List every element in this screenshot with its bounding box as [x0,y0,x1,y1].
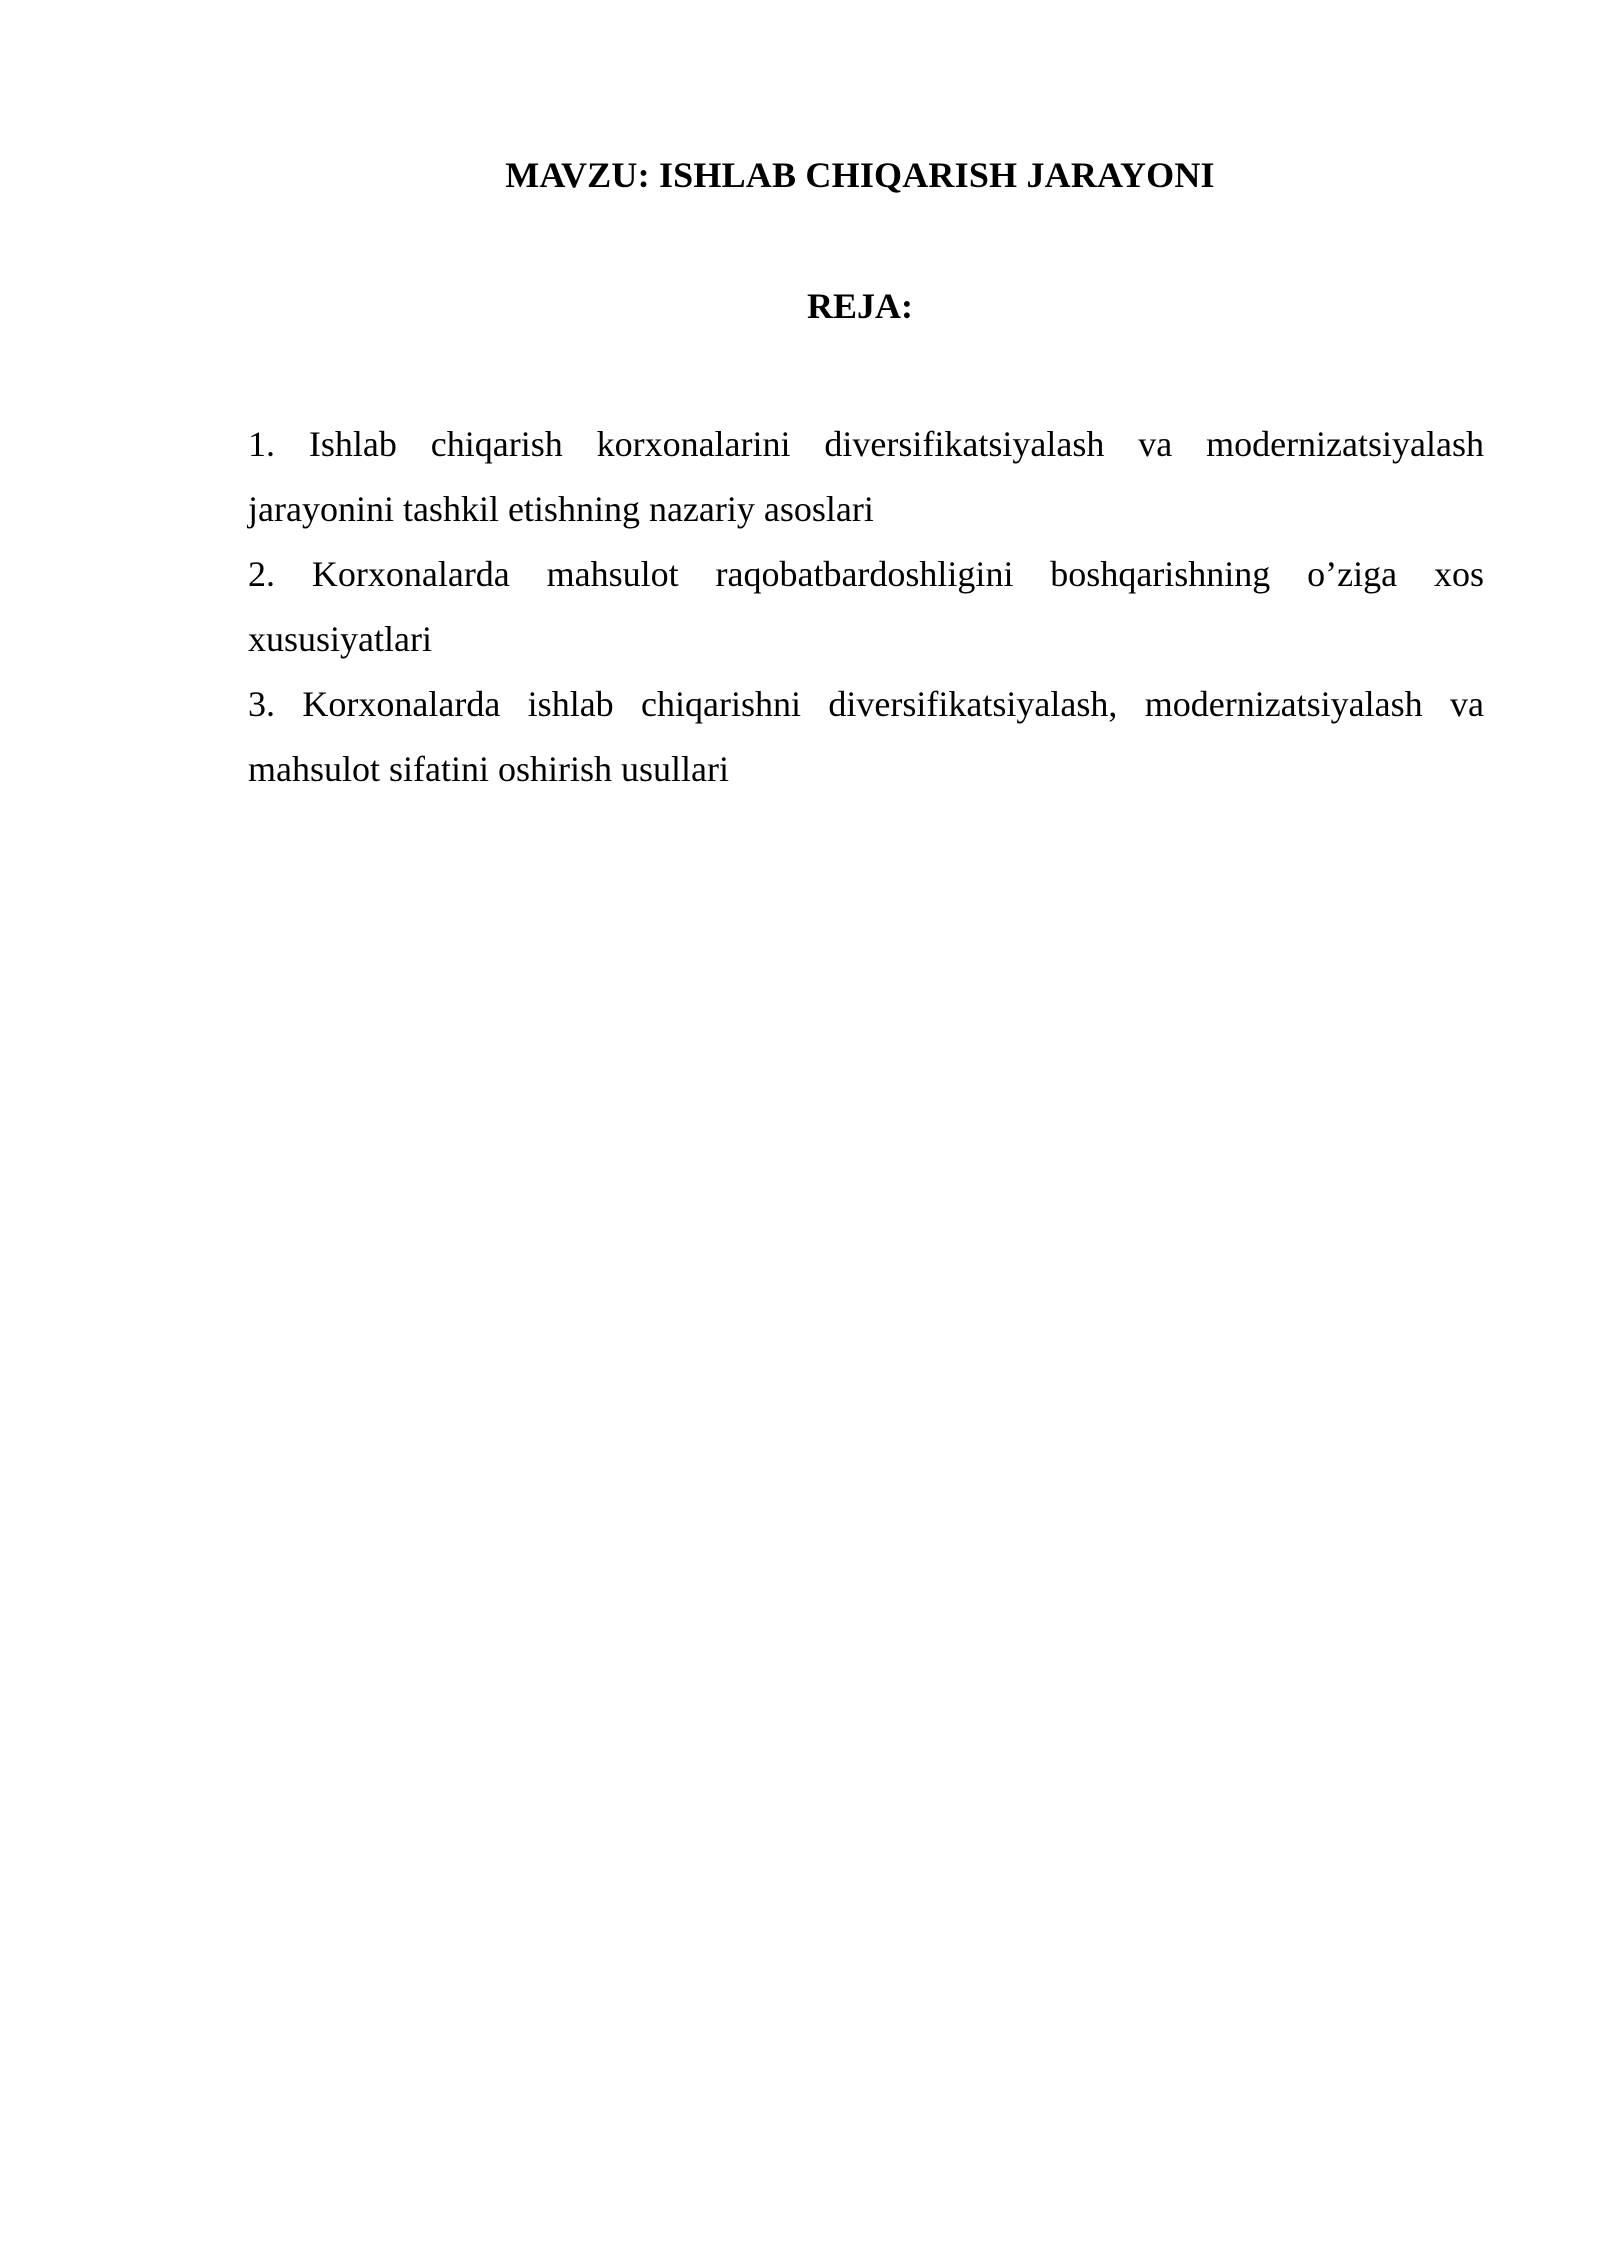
plan-list [248,412,1484,802]
plan-item: 3. Korxonalarda ishlab chiqarishni diversifikatsiyalash, modernizatsiyalash va mahsulot sifatini oshirish usullari [248,684,1484,789]
plan-item: 2. Korxonalarda mahsulot raqobatbardoshligini boshqarishning o’ziga xos xususiyatlari [248,554,1484,659]
plan-item: 1. Ishlab chiqarish korxonalarini diversifikatsiyalash va modernizatsiyalash jarayonini tashkil etishning nazariy asoslari [248,424,1484,529]
document-title: MAVZU: ISHLAB CHIQARISH JARAYONI [505,155,1215,195]
plan-heading: REJA: [807,286,913,326]
